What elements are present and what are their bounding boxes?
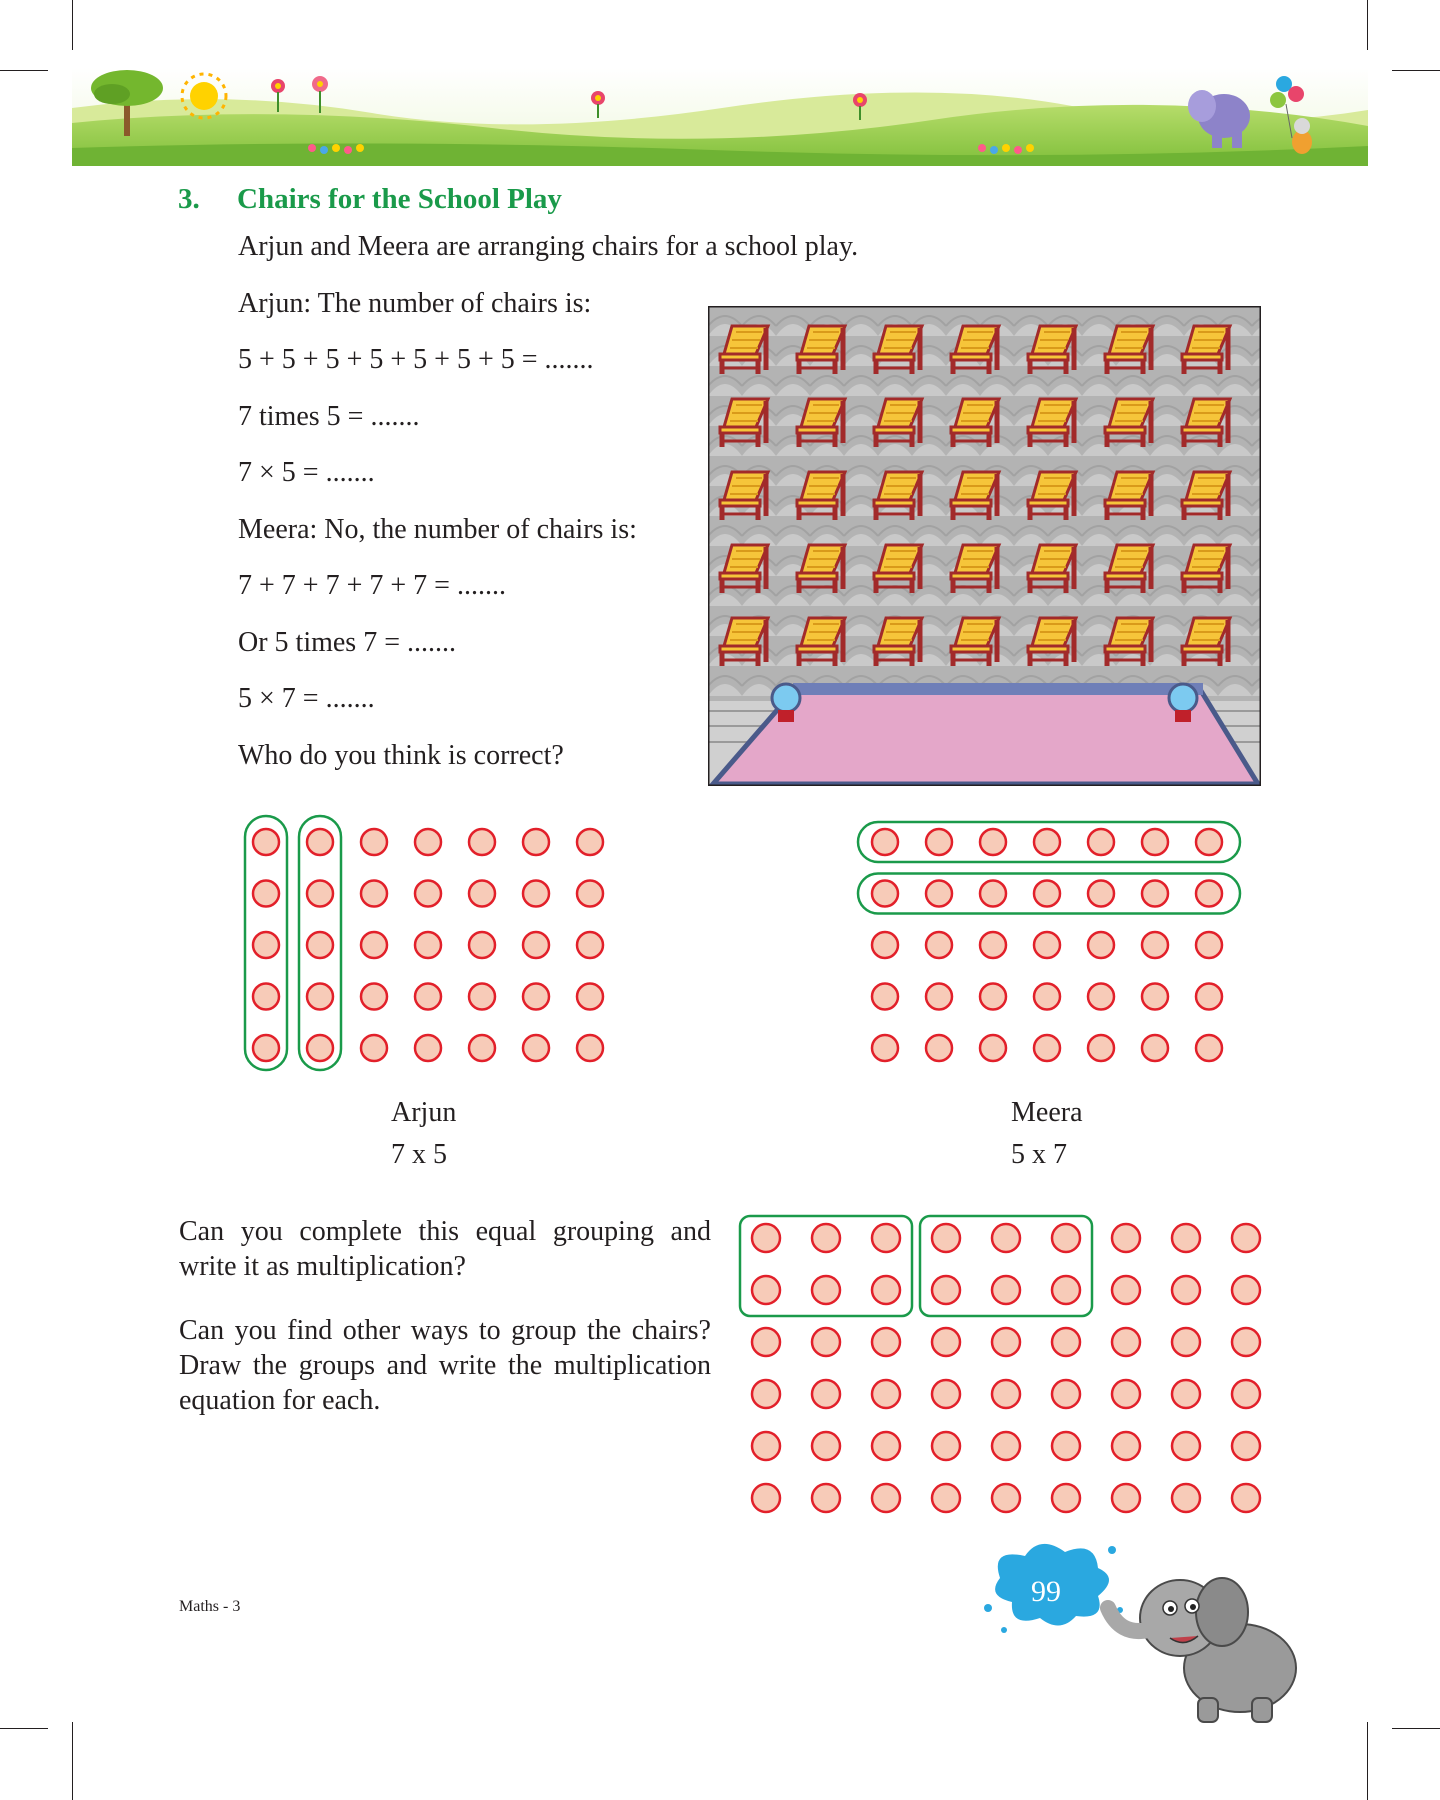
dot xyxy=(812,1276,840,1304)
dot xyxy=(1142,881,1168,907)
dot xyxy=(872,1035,898,1061)
dot xyxy=(752,1224,780,1252)
crop-mark-tl-v xyxy=(72,0,73,50)
dot xyxy=(1232,1328,1260,1356)
meera-line: Meera: No, the number of chairs is: xyxy=(238,514,637,545)
dot xyxy=(1196,829,1222,855)
dot xyxy=(992,1484,1020,1512)
dot xyxy=(253,881,279,907)
dot xyxy=(1034,1035,1060,1061)
dot xyxy=(1112,1484,1140,1512)
dot xyxy=(577,984,603,1010)
dot xyxy=(872,1224,900,1252)
elephant-mascot-icon xyxy=(1108,1578,1296,1722)
dot xyxy=(980,881,1006,907)
dot xyxy=(307,829,333,855)
dot xyxy=(992,1276,1020,1304)
dot xyxy=(926,984,952,1010)
question-other-ways: Can you find other ways to group the chairs? Draw the groups and write the multiplication equation for each. xyxy=(179,1315,711,1416)
dot xyxy=(1112,1224,1140,1252)
chairs-illustration xyxy=(708,306,1261,786)
dot xyxy=(361,881,387,907)
dot xyxy=(992,1224,1020,1252)
dot xyxy=(1112,1380,1140,1408)
dot xyxy=(361,932,387,958)
dot xyxy=(926,881,952,907)
dot xyxy=(415,1035,441,1061)
section-number: 3. xyxy=(178,183,200,215)
dot xyxy=(926,1035,952,1061)
dot xyxy=(992,1432,1020,1460)
dot xyxy=(361,984,387,1010)
dot xyxy=(1034,932,1060,958)
crop-mark-br-h xyxy=(1392,1728,1440,1729)
dot xyxy=(1142,1035,1168,1061)
dot xyxy=(1196,932,1222,958)
dot xyxy=(577,1035,603,1061)
dot xyxy=(1112,1432,1140,1460)
dot xyxy=(1232,1432,1260,1460)
dot-grid-practice xyxy=(736,1212,1268,1532)
dot xyxy=(932,1484,960,1512)
dot xyxy=(1052,1276,1080,1304)
dot xyxy=(253,1035,279,1061)
dot xyxy=(415,881,441,907)
dot xyxy=(1088,829,1114,855)
dot xyxy=(1232,1484,1260,1512)
dot xyxy=(469,984,495,1010)
book-title: Maths - 3 xyxy=(179,1598,241,1615)
dot-grid-meera xyxy=(854,812,1244,1072)
dot xyxy=(415,932,441,958)
dot xyxy=(752,1328,780,1356)
dot xyxy=(992,1380,1020,1408)
dot xyxy=(812,1380,840,1408)
dot xyxy=(1112,1328,1140,1356)
dot xyxy=(812,1432,840,1460)
dot xyxy=(1172,1328,1200,1356)
dot xyxy=(1052,1328,1080,1356)
dot xyxy=(926,932,952,958)
dot xyxy=(1142,829,1168,855)
arjun-expr: 7 x 5 xyxy=(391,1139,447,1170)
crop-mark-tl-h xyxy=(0,70,48,71)
dot xyxy=(1232,1276,1260,1304)
dot xyxy=(1052,1224,1080,1252)
dot xyxy=(361,829,387,855)
dot xyxy=(932,1276,960,1304)
bunny-icon xyxy=(1292,118,1312,154)
meera-line: Or 5 times 7 = ....... xyxy=(238,627,456,658)
dot xyxy=(307,984,333,1010)
dot xyxy=(752,1432,780,1460)
dot xyxy=(872,1276,900,1304)
dot xyxy=(1172,1380,1200,1408)
dot xyxy=(1052,1432,1080,1460)
dot xyxy=(980,984,1006,1010)
arjun-line: Arjun: The number of chairs is: xyxy=(238,288,592,319)
crop-mark-tr-v xyxy=(1367,0,1368,50)
dot xyxy=(1088,984,1114,1010)
dot xyxy=(752,1276,780,1304)
dot xyxy=(1034,984,1060,1010)
crop-mark-bl-v xyxy=(72,1722,73,1800)
dot xyxy=(1088,932,1114,958)
dot xyxy=(361,1035,387,1061)
dot xyxy=(926,829,952,855)
dot xyxy=(523,984,549,1010)
dot xyxy=(415,829,441,855)
dot xyxy=(872,1432,900,1460)
arjun-label: Arjun xyxy=(391,1097,457,1128)
meera-line: 7 + 7 + 7 + 7 + 7 = ....... xyxy=(238,570,506,601)
dot xyxy=(980,932,1006,958)
arjun-line: 5 + 5 + 5 + 5 + 5 + 5 + 5 = ....... xyxy=(238,344,594,375)
dot xyxy=(812,1328,840,1356)
dot xyxy=(932,1224,960,1252)
dot xyxy=(980,829,1006,855)
dot xyxy=(1172,1276,1200,1304)
dot xyxy=(1112,1276,1140,1304)
dot xyxy=(523,881,549,907)
dot xyxy=(253,984,279,1010)
dot xyxy=(1088,881,1114,907)
header-banner xyxy=(72,68,1368,166)
question-complete-grouping: Can you complete this equal grouping and write it as multiplication? xyxy=(179,1216,711,1282)
dot xyxy=(1052,1484,1080,1512)
dot xyxy=(932,1432,960,1460)
dot xyxy=(932,1328,960,1356)
dot xyxy=(523,829,549,855)
intro-text: Arjun and Meera are arranging chairs for a school play. xyxy=(238,231,859,262)
dot xyxy=(415,984,441,1010)
dot xyxy=(1088,1035,1114,1061)
dot xyxy=(307,932,333,958)
dot xyxy=(812,1484,840,1512)
arjun-line: 7 times 5 = ....... xyxy=(238,401,420,432)
dot xyxy=(1196,984,1222,1010)
dot xyxy=(1196,881,1222,907)
dot xyxy=(577,829,603,855)
dot xyxy=(577,932,603,958)
meera-expr: 5 x 7 xyxy=(1011,1139,1067,1170)
dot xyxy=(872,1380,900,1408)
dot xyxy=(872,829,898,855)
dot xyxy=(307,1035,333,1061)
crop-mark-tr-h xyxy=(1392,70,1440,71)
meera-label: Meera xyxy=(1011,1097,1083,1128)
dot xyxy=(1142,984,1168,1010)
dot xyxy=(1172,1224,1200,1252)
meera-line: 5 × 7 = ....... xyxy=(238,683,375,714)
dot xyxy=(253,829,279,855)
dot xyxy=(1034,829,1060,855)
dot xyxy=(932,1380,960,1408)
dot xyxy=(1172,1432,1200,1460)
dot xyxy=(980,1035,1006,1061)
crop-mark-br-v xyxy=(1367,1722,1368,1800)
dot xyxy=(469,1035,495,1061)
dot xyxy=(812,1224,840,1252)
arjun-line: 7 × 5 = ....... xyxy=(238,457,375,488)
dot xyxy=(872,984,898,1010)
dot xyxy=(577,881,603,907)
dot xyxy=(872,1484,900,1512)
crop-mark-bl-h xyxy=(0,1728,48,1729)
dot xyxy=(752,1380,780,1408)
question-correct: Who do you think is correct? xyxy=(238,740,564,771)
section-title: Chairs for the School Play xyxy=(237,183,562,215)
dot xyxy=(469,829,495,855)
dot xyxy=(872,1328,900,1356)
page-number: 99 xyxy=(1031,1575,1061,1608)
dot xyxy=(1196,1035,1222,1061)
dot xyxy=(1034,881,1060,907)
dot xyxy=(253,932,279,958)
dot xyxy=(872,932,898,958)
dot xyxy=(523,932,549,958)
dot-grid-arjun xyxy=(240,808,610,1082)
dot xyxy=(307,881,333,907)
dot xyxy=(752,1484,780,1512)
dot xyxy=(1232,1224,1260,1252)
dot xyxy=(1142,932,1168,958)
dot xyxy=(992,1328,1020,1356)
dot xyxy=(1052,1380,1080,1408)
dot xyxy=(1172,1484,1200,1512)
dot xyxy=(1232,1380,1260,1408)
dot xyxy=(469,932,495,958)
dot xyxy=(523,1035,549,1061)
dot xyxy=(872,881,898,907)
dot xyxy=(469,881,495,907)
page-mascot xyxy=(980,1538,1310,1728)
